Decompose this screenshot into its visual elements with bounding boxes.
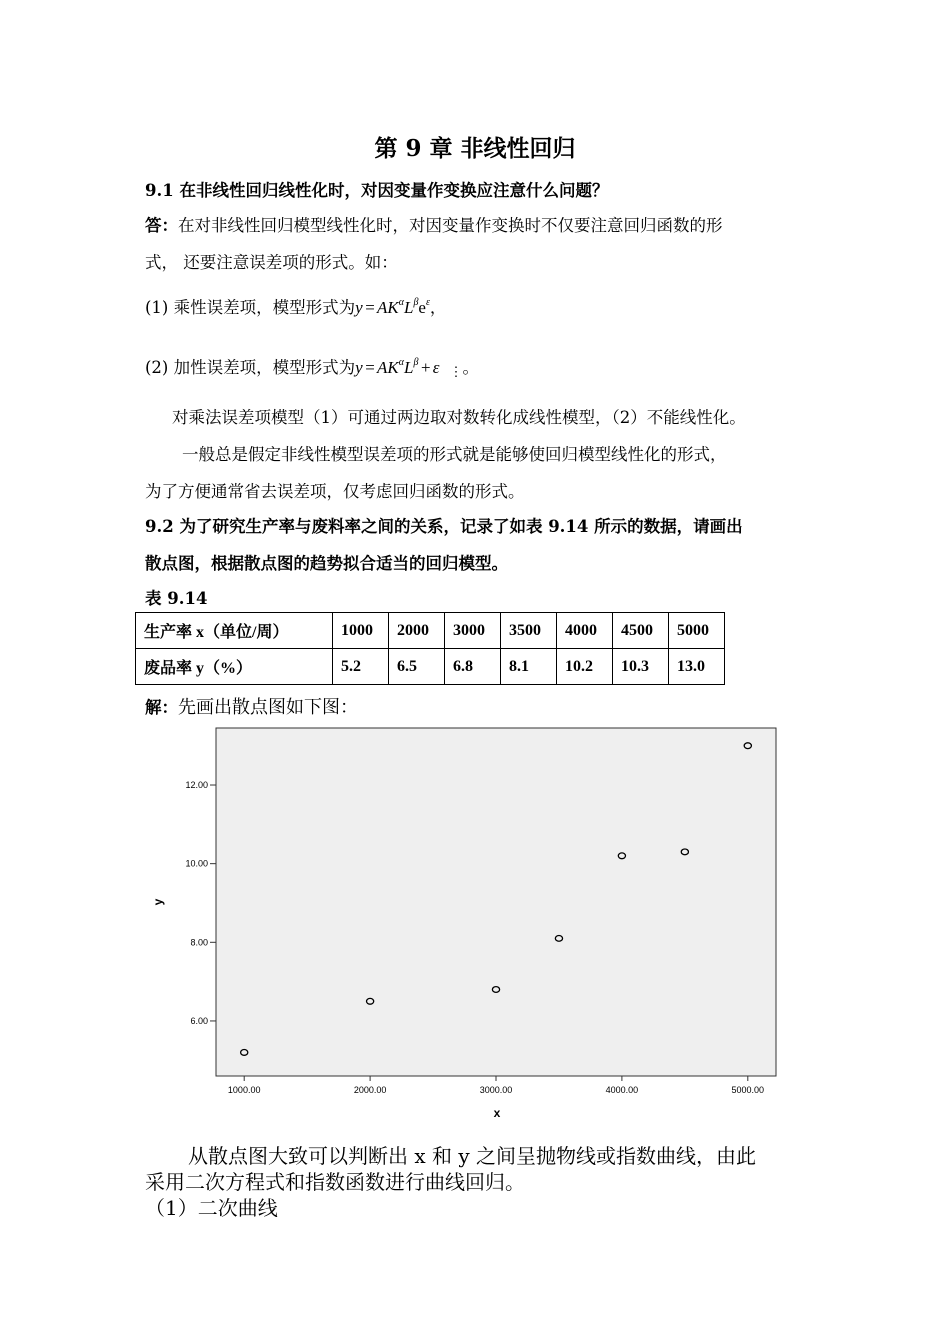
- row-header-x: 生产率 x（单位/周）: [136, 613, 333, 649]
- paragraph-1: 对乘法误差项模型（1）可通过两边取对数转化成线性模型，（2）不能线性化。: [172, 408, 746, 427]
- answer-line-2: 式， 还要注意误差项的形式。如：: [145, 253, 398, 272]
- scatter-plot: [150, 722, 790, 1122]
- solution-line: [145, 693, 358, 719]
- x-cell: 5000: [669, 613, 725, 649]
- question-9-2-line-1: 9.2 为了研究生产率与废料率之间的关系，记录了如表 9.14 所示的数据，请画出: [145, 517, 743, 536]
- item-2-prefix: (2) 加性误差项，模型形式为: [145, 358, 356, 377]
- row-header-y: 废品率 y（%）: [136, 649, 333, 685]
- y-cell: 13.0: [669, 649, 725, 685]
- y-cell: 10.3: [613, 649, 669, 685]
- y-cell: 10.2: [557, 649, 613, 685]
- answer-line-1: [145, 212, 723, 236]
- x-axis-ticks: [228, 1076, 764, 1095]
- x-cell: 1000: [333, 613, 389, 649]
- x-tick-label: 5000.00: [731, 1085, 765, 1095]
- data-table: [135, 612, 725, 685]
- y-cell: 6.5: [389, 649, 445, 685]
- conclusion-line-2: 采用二次方程式和指数函数进行曲线回归。: [145, 1170, 525, 1194]
- item-2-suffix: 。: [462, 358, 479, 377]
- conclusion-line-1: 从散点图大致可以判断出 x 和 y 之间呈抛物线或指数曲线，由此: [188, 1144, 757, 1168]
- solution-label: 解：: [145, 698, 178, 717]
- x-cell: 2000: [389, 613, 445, 649]
- x-tick-label: 4000.00: [605, 1085, 639, 1095]
- item-1-prefix: (1) 乘性误差项，模型形式为: [145, 298, 356, 317]
- paragraph-2-line-1: 一般总是假定非线性模型误差项的形式就是能够使回归模型线性化的形式，: [182, 445, 727, 464]
- y-tick-label: 12.00: [185, 780, 208, 791]
- x-cell: 4500: [613, 613, 669, 649]
- formula-multiplicative: y = $AK^\alpha L^\beta e^\varepsilon$: [355, 297, 430, 317]
- x-tick-label: 3000.00: [479, 1085, 513, 1095]
- table-row-y: [136, 649, 725, 685]
- plot-area: [216, 728, 776, 1076]
- question-9-2-line-2: 散点图，根据散点图的趋势拟合适当的回归模型。: [145, 554, 508, 573]
- x-tick-label: 1000.00: [227, 1085, 261, 1095]
- chapter-title: 第 9 章 非线性回归: [374, 135, 576, 162]
- paragraph-2-line-2: 为了方便通常省去误差项，仅考虑回归函数的形式。: [145, 482, 525, 501]
- answer-text-1: 在对非线性回归模型线性化时，对因变量作变换时不仅要注意回归函数的形: [178, 216, 723, 235]
- y-cell: 8.1: [501, 649, 557, 685]
- answer-label: 答：: [145, 216, 178, 235]
- x-cell: 3000: [445, 613, 501, 649]
- x-cell: 4000: [557, 613, 613, 649]
- table-row-x: [136, 613, 725, 649]
- question-9-1: 9.1 在非线性回归线性化时，对因变量作变换应注意什么问题？: [145, 181, 609, 200]
- table-caption: 表 9.14: [145, 589, 208, 608]
- y-axis-ticks: [185, 780, 216, 1026]
- x-tick-label: 2000.00: [353, 1085, 387, 1095]
- formula-dots: ⋮: [449, 365, 463, 380]
- y-cell: 6.8: [445, 649, 501, 685]
- y-tick-label: 8.00: [190, 937, 208, 948]
- y-axis-label: y: [151, 898, 165, 906]
- item-2: [145, 354, 479, 380]
- subheading-quadratic: （1）二次曲线: [145, 1196, 278, 1220]
- x-axis-label: x: [493, 1106, 501, 1120]
- item-1: [145, 294, 446, 318]
- y-tick-label: 6.00: [190, 1015, 208, 1026]
- x-cell: 3500: [501, 613, 557, 649]
- y-cell: 5.2: [333, 649, 389, 685]
- item-1-suffix: ，: [429, 298, 447, 317]
- formula-additive: y = $AK^\alpha L^\beta$ + ε: [355, 357, 440, 377]
- solution-text: 先画出散点图如下图：: [178, 697, 358, 718]
- y-tick-label: 10.00: [185, 858, 208, 869]
